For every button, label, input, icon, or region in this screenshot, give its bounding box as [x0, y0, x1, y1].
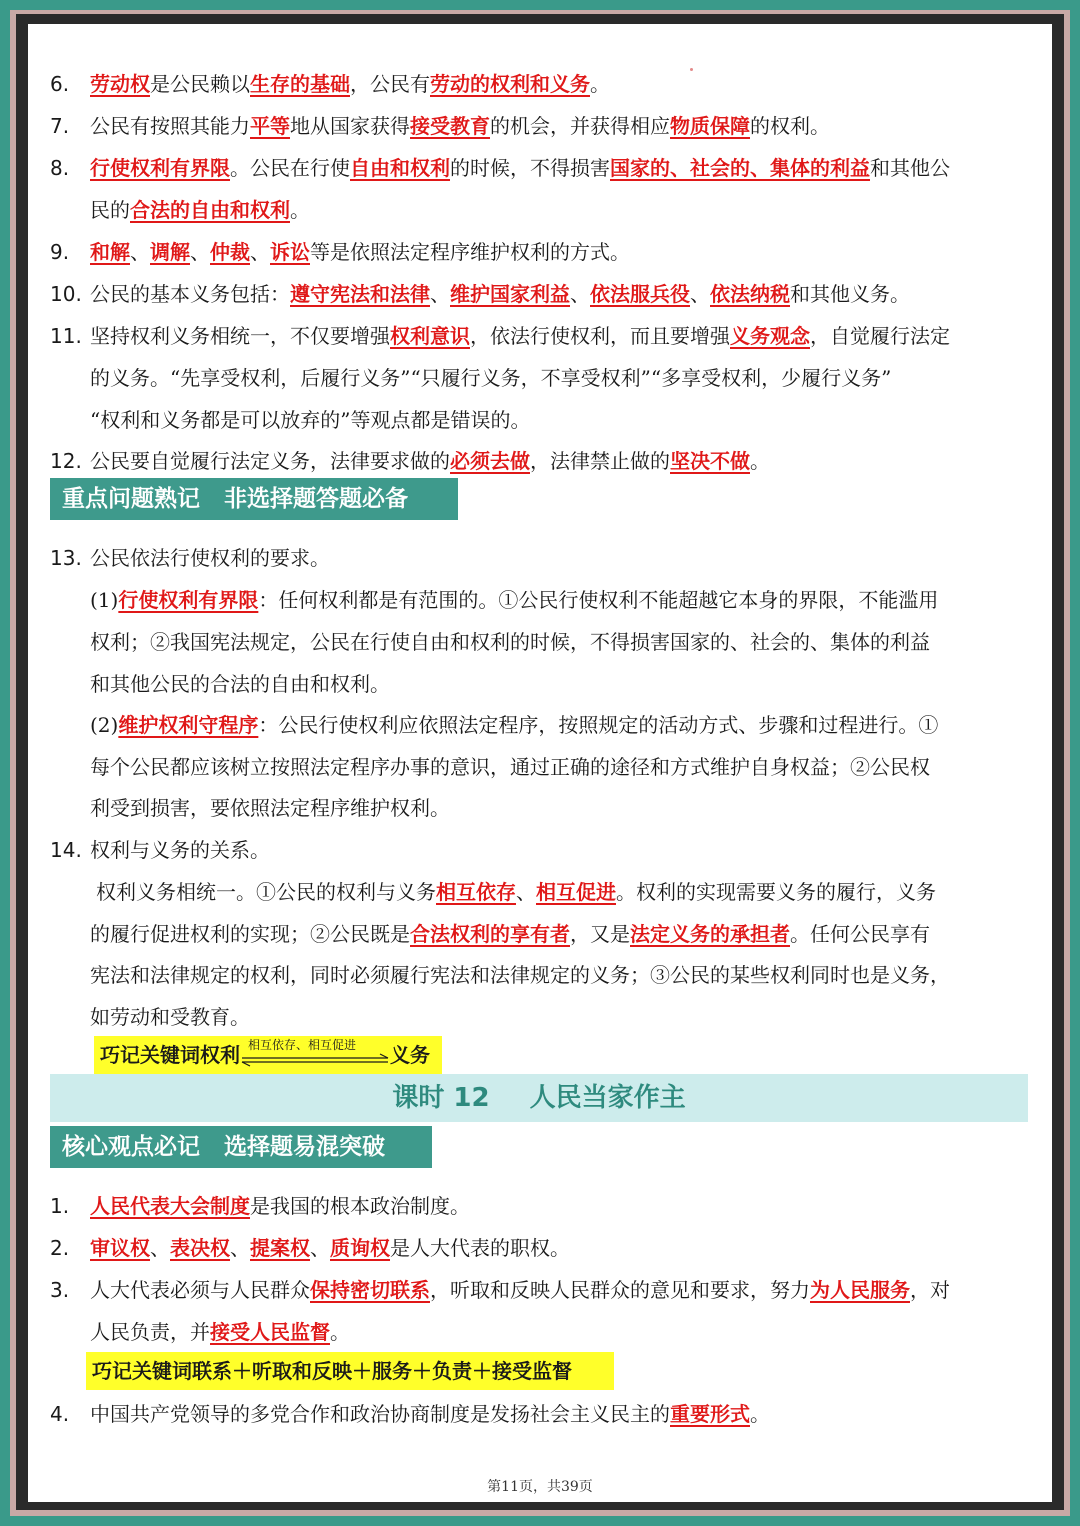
mnemonic-text: 巧记关键词联系＋听取和反映＋服务＋负责＋接受监督 [92, 1359, 572, 1383]
mnemonic-term: 权利 [200, 1043, 240, 1067]
text-run: 、 [310, 1236, 330, 1260]
key-term: 维护权利守程序 [118, 713, 259, 737]
key-term: 自由和权利 [350, 156, 450, 180]
text-run: 权利义务相统一。①公民的权利与义务 [96, 880, 436, 904]
text-run: 。 [750, 1402, 770, 1426]
item-text: 和其他公民的合法的自由和权利。 [90, 672, 390, 696]
text-run: ：公民行使权利应依照法定程序，按照规定的活动方式、步骤和过程进行。① [258, 713, 939, 737]
key-term: 依法服兵役 [590, 282, 690, 306]
mnemonic-label: 巧记关键词 [100, 1043, 200, 1067]
item-text [96, 876, 936, 908]
key-term: 质询权 [330, 1236, 390, 1260]
text-run: 公民有按照其能力 [90, 114, 250, 138]
text-run: 。任何公民享有 [790, 922, 930, 946]
text-run: 的履行促进权利的实现；②公民既是 [90, 922, 410, 946]
section-header-key-questions [50, 478, 458, 520]
item-text [90, 1232, 570, 1264]
key-term: 合法的自由和权利 [130, 198, 290, 222]
text-run: 的机会，并获得相应 [490, 114, 670, 138]
item-number: 4. [50, 1402, 70, 1426]
text-run: 的时候，不得损害 [450, 156, 610, 180]
item-number: 12. [50, 449, 82, 473]
section-title: 核心观点必记 [62, 1134, 200, 1160]
text-run: ，法律禁止做的 [530, 449, 670, 473]
key-term: 为人民服务 [810, 1278, 910, 1302]
item-number: 10. [50, 282, 82, 306]
key-term: 维护国家利益 [450, 282, 570, 306]
key-term: 义务观念 [730, 324, 810, 348]
item-number: 6. [50, 72, 70, 96]
item-number: 7. [50, 114, 70, 138]
text-run: 、 [570, 282, 590, 306]
item-text: 如劳动和受教育。 [90, 1005, 250, 1029]
text-run: 中国共产党领导的多党合作和政治协商制度是发扬社会主义民主的 [90, 1402, 670, 1426]
key-term: 表决权 [170, 1236, 230, 1260]
page-number: 第11页，共39页 [487, 1479, 593, 1495]
lesson-title: 人民当家作主 [529, 1083, 686, 1113]
text-run: 是公民赖以 [150, 72, 250, 96]
item-text: 权利；②我国宪法规定，公民在行使自由和权利的时候，不得损害国家的、社会的、集体的利益 [90, 630, 930, 654]
document-page [28, 24, 1052, 1502]
text-run: 。 [330, 1320, 350, 1344]
mnemonic-highlight [94, 1036, 442, 1074]
item-text [90, 236, 630, 268]
text-run: 、 [150, 1236, 170, 1260]
item-text [90, 445, 770, 477]
text-run: 和其他公 [870, 156, 950, 180]
item-text [90, 320, 950, 352]
key-term: 国家的、社会的、集体的利益 [610, 156, 870, 180]
section-title: 重点问题熟记 [62, 486, 200, 512]
item-text: 的义务。“先享受权利，后履行义务”“只履行义务，不享受权利”“多享受权利，少履行义务” [90, 366, 892, 390]
text-run: 、 [230, 1236, 250, 1260]
item-text [90, 709, 938, 741]
key-term: 生存的基础 [250, 72, 350, 96]
item-number: 11. [50, 324, 82, 348]
text-run: ，自觉履行法定 [810, 324, 950, 348]
key-term: 相互依存 [436, 880, 516, 904]
key-term: 权利意识 [390, 324, 470, 348]
text-run: 、 [250, 240, 270, 264]
item-number: 1. [50, 1194, 70, 1218]
mnemonic-term: 义务 [390, 1043, 430, 1067]
text-run: 。 [590, 72, 610, 96]
key-term: 审议权 [90, 1236, 150, 1260]
item-text: 利受到损害，要依照法定程序维护权利。 [90, 796, 450, 820]
section-subtitle: 非选择题答题必备 [224, 486, 408, 512]
text-run: 、 [690, 282, 710, 306]
key-term: 坚决不做 [670, 449, 750, 473]
sub-number: (2) [90, 713, 119, 737]
item-number: 3. [50, 1278, 70, 1302]
key-term: 劳动权 [90, 72, 150, 96]
text-run: 民的 [90, 198, 130, 222]
text-run: 、 [516, 880, 536, 904]
text-run: 和其他义务。 [790, 282, 910, 306]
key-term: 行使权利有界限 [118, 588, 259, 612]
item-number: 9. [50, 240, 70, 264]
item-text [90, 1398, 770, 1430]
text-run: 地从国家获得 [290, 114, 410, 138]
text-run: 、 [430, 282, 450, 306]
text-run: ，听取和反映人民群众的意见和要求，努力 [430, 1278, 810, 1302]
key-term: 重要形式 [670, 1402, 750, 1426]
double-arrow-icon [240, 1037, 390, 1072]
item-text [90, 278, 910, 310]
text-run: 是人大代表的职权。 [390, 1236, 570, 1260]
sub-number: (1) [90, 588, 119, 612]
item-text [90, 68, 610, 100]
text-run: 公民的基本义务包括： [90, 282, 290, 306]
item-title: 权利与义务的关系。 [90, 838, 270, 862]
text-run: 是我国的根本政治制度。 [250, 1194, 470, 1218]
key-term: 必须去做 [450, 449, 530, 473]
text-run: 公民要自觉履行法定义务，法律要求做的 [90, 449, 450, 473]
item-text [90, 584, 938, 616]
text-run: 。权利的实现需要义务的履行，义务 [616, 880, 936, 904]
key-term: 相互促进 [536, 880, 616, 904]
text-run: ，又是 [570, 922, 630, 946]
key-term: 仲裁 [210, 240, 250, 264]
item-number: 8. [50, 156, 70, 180]
text-run: 、 [190, 240, 210, 264]
text-run: ：任何权利都是有范围的。①公民行使权利不能超越它本身的界限，不能滥用 [258, 588, 939, 612]
key-term: 诉讼 [270, 240, 310, 264]
text-run: ，依法行使权利，而且要增强 [470, 324, 730, 348]
item-text [90, 1316, 350, 1348]
key-term: 人民代表大会制度 [90, 1194, 250, 1218]
text-run: 人大代表必须与人民群众 [90, 1278, 310, 1302]
item-title: 公民依法行使权利的要求。 [90, 546, 330, 570]
text-run: 的权利。 [750, 114, 830, 138]
key-term: 依法纳税 [710, 282, 790, 306]
key-term: 行使权利有界限 [90, 156, 230, 180]
key-term: 接受教育 [410, 114, 490, 138]
item-text [90, 110, 830, 142]
text-run: 人民负责，并 [90, 1320, 210, 1344]
decorative-dot [690, 68, 693, 71]
key-term: 物质保障 [670, 114, 750, 138]
key-term: 遵守宪法和法律 [290, 282, 430, 306]
key-term: 接受人民监督 [210, 1320, 330, 1344]
text-run: 。 [290, 198, 310, 222]
item-number: 13. [50, 546, 82, 570]
item-text [90, 918, 930, 950]
text-run: 、 [130, 240, 150, 264]
item-text: 宪法和法律规定的权利，同时必须履行宪法和法律规定的义务；③公民的某些权利同时也是义务， [90, 963, 950, 987]
key-term: 调解 [150, 240, 190, 264]
text-run: ，对 [910, 1278, 950, 1302]
key-term: 合法权利的享有者 [410, 922, 570, 946]
item-text: 每个公民都应该树立按照法定程序办事的意识，通过正确的途径和方式维护自身权益；②公民权 [90, 755, 930, 779]
key-term: 法定义务的承担者 [630, 922, 790, 946]
lesson-header [50, 1074, 1028, 1122]
text-run: ，公民有 [350, 72, 430, 96]
lesson-number: 课时 12 [392, 1083, 490, 1113]
text-run: 。公民在行使 [230, 156, 350, 180]
text-run: 等是依照法定程序维护权利的方式。 [310, 240, 630, 264]
item-number: 2. [50, 1236, 70, 1260]
arrow-label: 相互依存、相互促进 [248, 1037, 357, 1052]
key-term: 和解 [90, 240, 130, 264]
key-term: 保持密切联系 [310, 1278, 430, 1302]
key-term: 平等 [250, 114, 290, 138]
section-header-core-views [50, 1126, 432, 1168]
key-term: 劳动的权利和义务 [430, 72, 590, 96]
key-term: 提案权 [250, 1236, 310, 1260]
item-text [90, 194, 310, 226]
item-text [90, 152, 950, 184]
text-run: 。 [750, 449, 770, 473]
item-text [90, 1190, 470, 1222]
section-subtitle: 选择题易混突破 [224, 1134, 385, 1160]
item-text [90, 1274, 950, 1306]
mnemonic-highlight [86, 1352, 614, 1390]
text-run: 坚持权利义务相统一，不仅要增强 [90, 324, 390, 348]
item-text: “权利和义务都是可以放弃的”等观点都是错误的。 [90, 408, 531, 432]
double-arrow-graphic [240, 1042, 390, 1072]
item-number: 14. [50, 838, 82, 862]
